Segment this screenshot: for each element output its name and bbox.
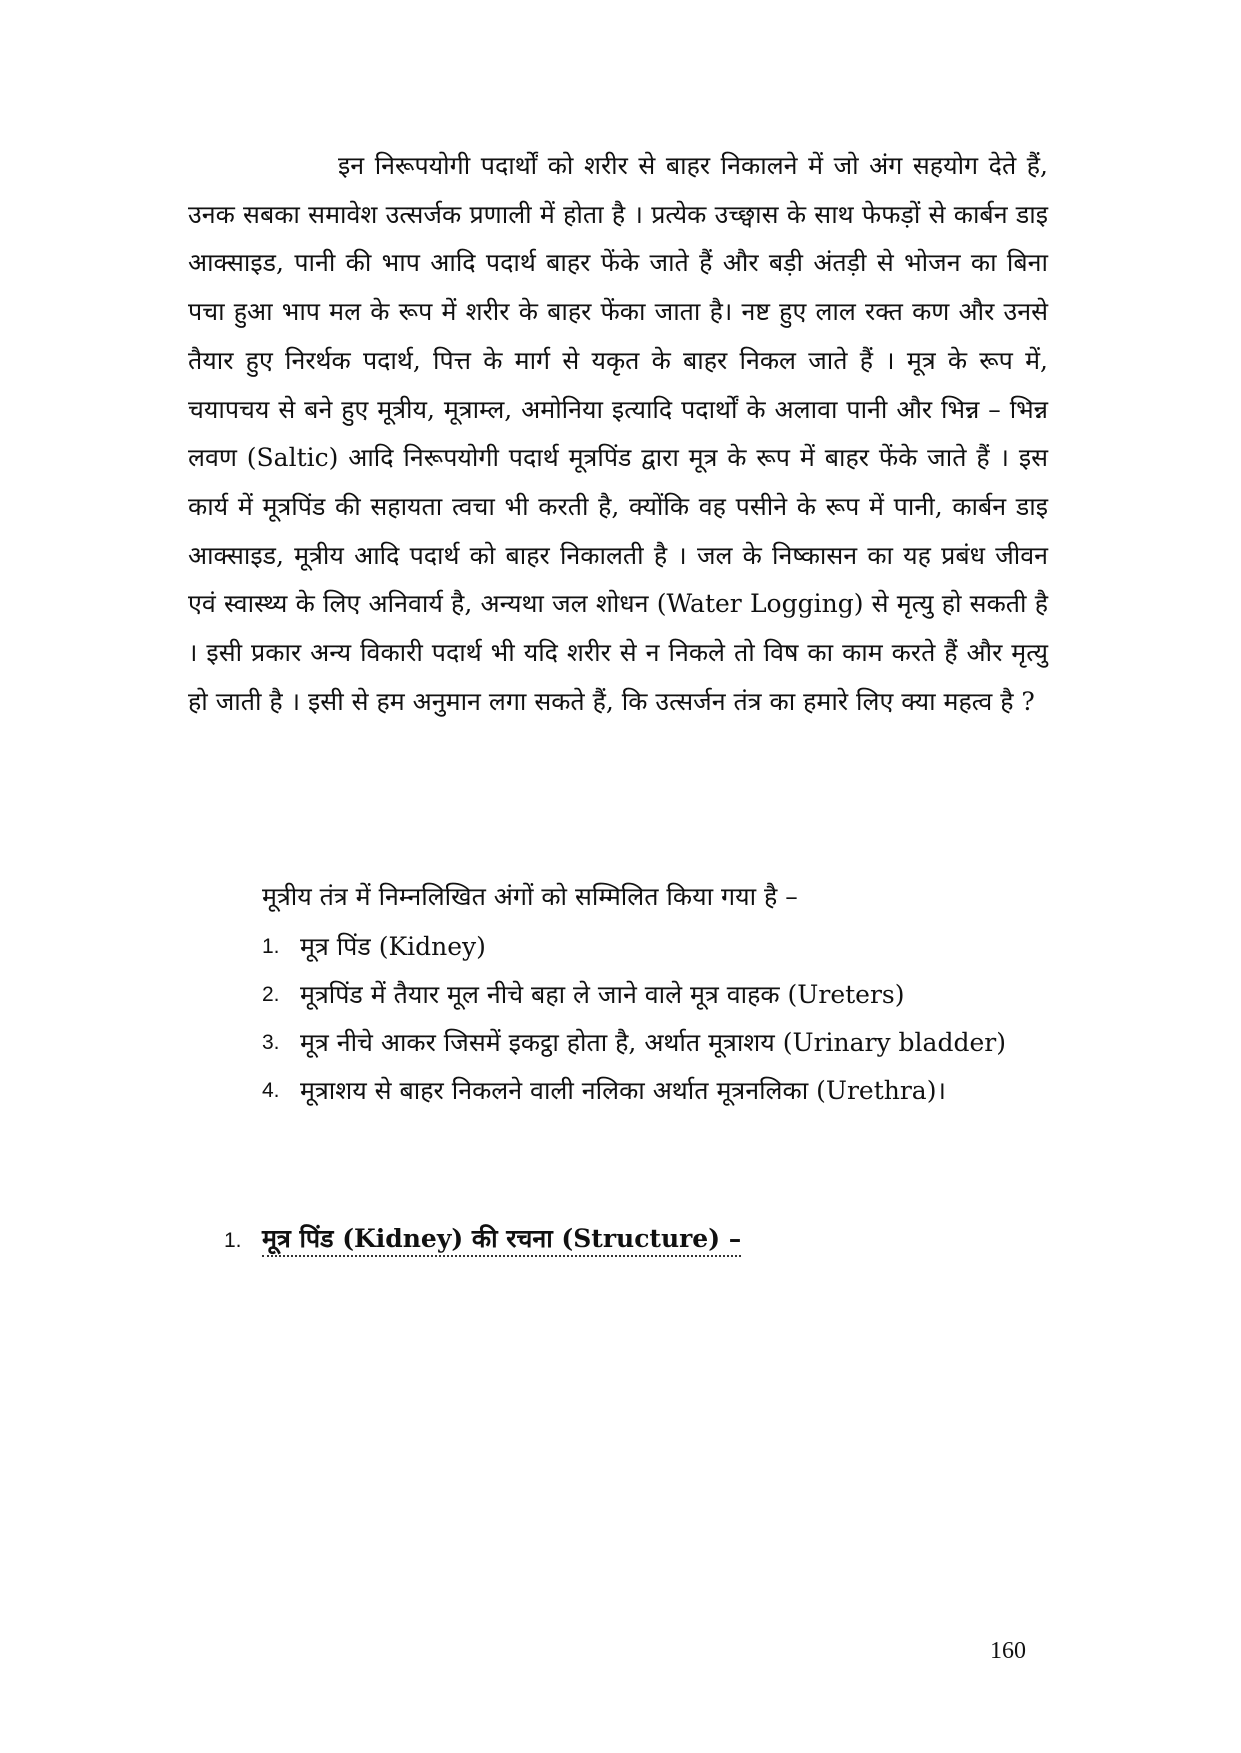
list-item-number: 4.: [262, 1079, 280, 1102]
section-heading: [224, 1215, 741, 1265]
list-item-number: 3.: [262, 1031, 280, 1054]
section-heading-text: मूत्र पिंड (Kidney) की रचना (Structure) –: [262, 1224, 741, 1257]
list-item: [262, 971, 1052, 1019]
organ-list: [262, 923, 1052, 1115]
list-item: [262, 923, 1052, 971]
list-item: [262, 1019, 1052, 1067]
list-item-number: 2.: [262, 983, 280, 1006]
list-item-text: मूत्र नीचे आकर जिसमें इकट्ठा होता है, अर्थात मूत्राशय (Urinary bladder): [300, 1028, 1006, 1057]
section-heading-number: 1.: [224, 1229, 242, 1252]
list-item-text: मूत्राशय से बाहर निकलने वाली नलिका अर्थात मूत्रनलिका (Urethra)।: [300, 1076, 946, 1105]
list-item: [262, 1067, 1052, 1115]
list-item-text: मूत्रपिंड में तैयार मूल नीचे बहा ले जाने वाले मूत्र वाहक (Ureters): [300, 980, 905, 1009]
page-number: 160: [990, 1638, 1026, 1664]
list-item-text: मूत्र पिंड (Kidney): [300, 932, 486, 961]
list-item-number: 1.: [262, 935, 280, 958]
body-paragraph: इन निरूपयोगी पदार्थों को शरीर से बाहर निकालने में जो अंग सहयोग देते हैं, उनक सबका समावेश उत्सर्जक प्रणाली में होता है । प्रत्येक उच्छ्वास के साथ फेफड़ों से कार्बन डाइ आक्साइड, पानी की भाप आदि पदार्थ बाहर फेंके जाते हैं और बड़ी अंतड़ी से भोजन का बिना पचा हुआ भाप मल के रूप में शरीर के बाहर फेंका जाता है। नष्ट हुए लाल रक्त कण और उनसे तैयार हुए निरर्थक पदार्थ, पित्त के मार्ग से यकृत के बाहर निकल जाते हैं । मूत्र के रूप में, चयापचय से बने हुए मूत्रीय, मूत्राम्ल, अमोनिया इत्यादि पदार्थों के अलावा पानी और भिन्न – भिन्न लवण (Saltic) आदि निरूपयोगी पदार्थ मूत्रपिंड द्वारा मूत्र के रूप में बाहर फेंके जाते हैं । इस कार्य में मूत्रपिंड की सहायता त्वचा भी करती है, क्योंकि वह पसीने के रूप में पानी, कार्बन डाइ आक्साइड, मूत्रीय आदि पदार्थ को बाहर निकालती है । जल के निष्कासन का यह प्रबंध जीवन एवं स्वास्थ्य के लिए अनिवार्य है, अन्यथा जल शोधन (Water Logging) से मृत्यु हो सकती है । इसी प्रकार अन्य विकारी पदार्थ भी यदि शरीर से न निकले तो विष का काम करते हैं और मृत्यु हो जाती है । इसी से हम अनुमान लगा सकते हैं, कि उत्सर्जन तंत्र का हमारे लिए क्या महत्व है ?: [188, 151, 1048, 716]
list-intro: मूत्रीय तंत्र में निम्नलिखित अंगों को सम्मिलित किया गया है –: [262, 882, 798, 911]
